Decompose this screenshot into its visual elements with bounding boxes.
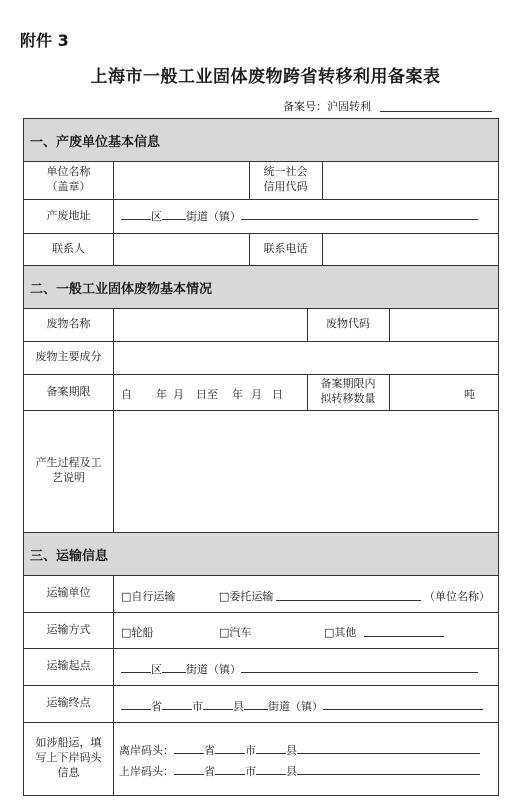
county-label: 县 <box>233 700 244 713</box>
district-blank[interactable] <box>121 661 151 673</box>
start-point-label: 运输起点 <box>46 659 91 673</box>
district-label: 区 <box>151 210 162 223</box>
city-label: 市 <box>245 744 256 757</box>
city-blank[interactable] <box>215 763 245 775</box>
county-label: 县 <box>286 765 297 778</box>
transport-unit-name-blank[interactable] <box>276 589 421 601</box>
credit-code-label-line2: 信用代码 <box>263 180 308 193</box>
street-label: 街道（镇） <box>268 700 323 713</box>
composition-label: 废物主要成分 <box>35 350 102 364</box>
ship-checkbox[interactable]: □轮船 <box>121 626 154 639</box>
transport-unit-label: 运输单位 <box>46 586 91 600</box>
period-from: 自 <box>121 388 132 401</box>
quantity-label-line1: 备案期限内 <box>320 377 376 391</box>
phone-field[interactable] <box>323 233 498 265</box>
car-checkbox[interactable]: □汽车 <box>219 626 252 639</box>
credit-code-field[interactable] <box>323 161 498 199</box>
end-point-label: 运输终点 <box>46 696 91 710</box>
waste-name-label: 废物名称 <box>46 317 91 331</box>
period-field[interactable] <box>121 386 283 402</box>
departure-detail-blank[interactable] <box>297 742 480 754</box>
transport-mode-label: 运输方式 <box>46 622 91 636</box>
divider <box>113 722 114 795</box>
address-field[interactable] <box>121 208 478 224</box>
quantity-field[interactable] <box>390 374 498 410</box>
city-blank[interactable] <box>162 698 192 710</box>
quantity-label <box>307 374 389 410</box>
district-blank[interactable] <box>121 208 151 220</box>
contact-label: 联系人 <box>52 241 85 255</box>
period-year-2: 年 <box>232 388 243 401</box>
quantity-label-line2: 拟转移数量 <box>320 392 376 405</box>
waste-name-field[interactable] <box>114 308 307 341</box>
divider <box>113 161 114 199</box>
start-detail-blank[interactable] <box>241 661 478 673</box>
county-blank[interactable] <box>256 763 286 775</box>
unit-name-label-line1: 单位名称 <box>46 165 91 179</box>
province-blank[interactable] <box>121 698 151 710</box>
unit-name-suffix: （单位名称） <box>424 590 490 603</box>
end-point-field[interactable] <box>121 698 483 714</box>
province-label: 省 <box>151 700 162 713</box>
waste-code-label: 废物代码 <box>326 317 370 331</box>
street-label: 街道（镇） <box>186 663 241 676</box>
province-blank[interactable] <box>174 763 204 775</box>
credit-code-label <box>249 161 322 199</box>
process-label <box>24 410 113 532</box>
entrust-transport-checkbox[interactable]: □委托运输 <box>219 590 274 603</box>
arrival-dock-label: 上岸码头： <box>119 765 174 778</box>
section-2-header <box>24 266 498 308</box>
section-3-title: 三、运输信息 <box>30 548 109 564</box>
self-transport-checkbox[interactable]: □自行运输 <box>121 590 176 603</box>
arrival-dock-field[interactable] <box>119 763 480 779</box>
street-blank[interactable] <box>244 698 268 710</box>
period-year-1: 年 <box>156 388 167 401</box>
street-blank[interactable] <box>162 208 186 220</box>
unit-name-field[interactable] <box>114 161 249 199</box>
period-day-to: 日至 <box>196 388 218 401</box>
province-label: 省 <box>204 765 215 778</box>
unit-name-label <box>24 161 113 199</box>
street-blank[interactable] <box>162 661 186 673</box>
waste-code-field[interactable] <box>390 308 498 341</box>
start-point-field[interactable] <box>121 661 478 677</box>
divider <box>113 199 114 233</box>
street-label: 街道（镇） <box>186 210 241 223</box>
section-3-header <box>24 533 498 575</box>
process-label-line1: 产生过程及工 <box>35 456 102 470</box>
process-field[interactable] <box>114 410 498 532</box>
period-month-1: 月 <box>173 388 184 401</box>
province-label: 省 <box>204 744 215 757</box>
departure-dock-label: 离岸码头： <box>119 744 174 757</box>
composition-field[interactable] <box>114 341 498 374</box>
ship-docks-label <box>24 722 113 795</box>
process-label-line2: 艺说明 <box>52 471 85 484</box>
divider <box>113 685 114 722</box>
arrival-detail-blank[interactable] <box>297 763 480 775</box>
ship-docks-label-line1: 如涉船运，填 <box>35 736 102 750</box>
ton-unit: 吨 <box>464 388 475 401</box>
period-label: 备案期限 <box>46 384 91 398</box>
county-blank[interactable] <box>203 698 233 710</box>
section-1-header <box>24 119 498 161</box>
section-2-title: 二、一般工业固体废物基本情况 <box>30 281 213 297</box>
ship-docks-label-line2: 写上下岸码头 <box>35 751 102 765</box>
unit-name-label-line2: （盖章） <box>46 180 91 193</box>
phone-label: 联系电话 <box>263 241 308 255</box>
attachment-label: 附件 3 <box>20 31 69 50</box>
county-label: 县 <box>286 744 297 757</box>
divider <box>113 575 114 612</box>
province-blank[interactable] <box>174 742 204 754</box>
divider <box>113 612 114 648</box>
credit-code-label-line1: 统一社会 <box>263 165 308 179</box>
ship-docks-label-line3: 信息 <box>57 765 80 779</box>
address-detail-blank[interactable] <box>241 208 478 220</box>
district-label: 区 <box>151 663 162 676</box>
end-detail-blank[interactable] <box>323 698 483 710</box>
record-number-label: 备案号：沪固转利 <box>283 100 371 113</box>
period-day-2: 日 <box>272 388 283 401</box>
divider <box>113 648 114 685</box>
city-label: 市 <box>192 700 203 713</box>
form-title: 上海市一般工业固体废物跨省转移利用备案表 <box>90 67 441 87</box>
city-blank[interactable] <box>215 742 245 754</box>
other-checkbox[interactable]: □其他 <box>324 626 357 639</box>
section-1-title: 一、产废单位基本信息 <box>30 134 161 150</box>
city-label: 市 <box>245 765 256 778</box>
period-month-2: 月 <box>251 388 262 401</box>
departure-dock-field[interactable] <box>119 742 480 758</box>
record-number-field[interactable] <box>380 111 492 112</box>
address-label: 产废地址 <box>46 208 91 222</box>
divider <box>113 374 114 410</box>
contact-field[interactable] <box>114 233 249 265</box>
county-blank[interactable] <box>256 742 286 754</box>
record-form <box>23 118 499 796</box>
other-mode-blank[interactable] <box>364 625 444 637</box>
